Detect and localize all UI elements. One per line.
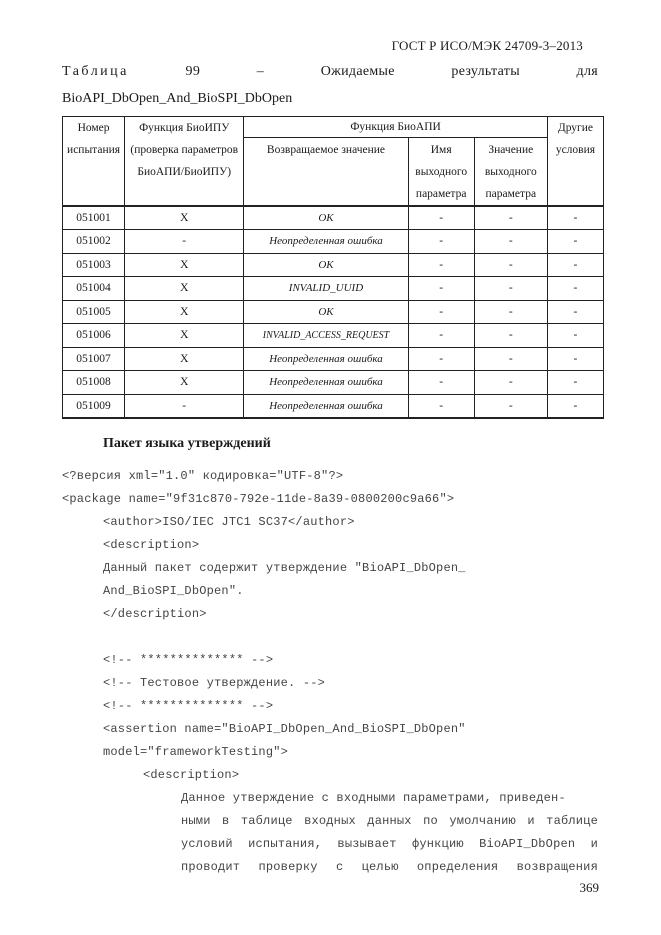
table-row [63,347,604,371]
table-row [63,206,604,230]
table-row [63,371,604,395]
header-bioapi-function: Функция БиоАПИ [244,117,548,138]
cell-test-number: 051007 [63,347,125,371]
cell-out-name: - [408,347,474,371]
caption-number: 99 [185,64,201,79]
code-line: <assertion name="BioAPI_DbOpen_And_BioSPI_DbOpen" [103,722,466,736]
code-line: Данный пакет содержит утверждение "BioAPI_DbOpen_ [103,561,466,575]
cell-other: - [547,347,603,371]
cell-bioipu: X [125,277,244,301]
code-line: model="frameworkTesting"> [103,745,289,759]
header-out-param-value: Значение выходного параметра [474,138,547,207]
cell-return-value: Неопределенная ошибка [244,371,408,395]
header-bioipu-function: Функция БиоИПУ (проверка параметров БиоАПИ/БиоИПУ) [125,117,244,207]
cell-other: - [547,371,603,395]
expected-results-table [62,116,604,419]
code-line: <description> [143,768,240,782]
cell-test-number: 051004 [63,277,125,301]
cell-return-value: OK [244,206,408,230]
cell-test-number: 051009 [63,394,125,418]
cell-return-value: Неопределенная ошибка [244,394,408,418]
cell-test-number: 051002 [63,230,125,254]
cell-bioipu: X [125,206,244,230]
caption-word: Ожидаемые [320,64,395,79]
header-out-param-name: Имя выходного параметра [408,138,474,207]
table-caption-function: BioAPI_DbOpen_And_BioSPI_DbOpen [62,91,293,106]
code-line: условий испытания, вызывает функцию BioAPI_DbOpen и [181,837,598,851]
cell-other: - [547,300,603,324]
code-line: And_BioSPI_DbOpen". [103,584,244,598]
cell-bioipu: X [125,324,244,348]
table-row [63,324,604,348]
cell-out-name: - [408,230,474,254]
caption-word: для [576,64,598,79]
section-heading: Пакет языка утверждений [103,436,271,451]
cell-out-value: - [474,347,547,371]
cell-return-value: Неопределенная ошибка [244,347,408,371]
table-caption [62,64,598,80]
cell-bioipu: X [125,300,244,324]
standard-header: ГОСТ Р ИСО/МЭК 24709-3–2013 [391,38,583,53]
cell-other: - [547,394,603,418]
cell-out-name: - [408,206,474,230]
cell-test-number: 051006 [63,324,125,348]
table-row [63,394,604,418]
code-line: <!-- ************** --> [103,699,274,713]
cell-bioipu: - [125,394,244,418]
cell-test-number: 051001 [63,206,125,230]
cell-other: - [547,206,603,230]
cell-return-value: OK [244,300,408,324]
cell-out-name: - [408,253,474,277]
cell-out-name: - [408,277,474,301]
header-other-conditions: Другие условия [547,117,603,207]
cell-bioipu: X [125,253,244,277]
table-row [63,230,604,254]
code-line: <?версия xml="1.0" кодировка="UTF-8"?> [62,469,344,483]
cell-return-value: Неопределенная ошибка [244,230,408,254]
caption-word: результаты [451,64,520,79]
header-return-value: Возвращаемое значение [244,138,408,207]
cell-out-value: - [474,277,547,301]
code-line: <author>ISO/IEC JTC1 SC37</author> [103,515,355,529]
cell-return-value: OK [244,253,408,277]
cell-return-value: INVALID_UUID [244,277,408,301]
cell-out-value: - [474,253,547,277]
cell-other: - [547,277,603,301]
cell-out-name: - [408,300,474,324]
table-row [63,300,604,324]
cell-test-number: 051008 [63,371,125,395]
cell-return-value: INVALID_ACCESS_REQUEST [244,324,408,348]
code-line: </description> [103,607,207,621]
cell-out-value: - [474,324,547,348]
cell-other: - [547,230,603,254]
cell-out-value: - [474,206,547,230]
cell-other: - [547,324,603,348]
table-row [63,277,604,301]
caption-word-table: Таблица [62,64,129,79]
code-line: проводит проверку с целью определения возвращения [181,860,598,874]
cell-test-number: 051003 [63,253,125,277]
header-test-number: Номер испытания [63,117,125,207]
cell-out-value: - [474,230,547,254]
code-line: <!-- Тестовое утверждение. --> [103,676,326,690]
caption-dash: – [256,64,265,79]
code-line: Данное утверждение с входными параметрами, приведен- [181,791,566,805]
cell-out-value: - [474,371,547,395]
code-line: <!-- ************** --> [103,653,274,667]
code-line: ными в таблице входных данных по умолчанию и таблице [181,814,598,828]
cell-bioipu: X [125,347,244,371]
cell-other: - [547,253,603,277]
page-number: 369 [579,880,599,895]
cell-out-value: - [474,300,547,324]
code-line: <package name="9f31c870-792e-11de-8a39-0800200c9a66"> [62,492,455,506]
cell-bioipu: - [125,230,244,254]
cell-out-name: - [408,371,474,395]
table-row [63,253,604,277]
code-line: <description> [103,538,200,552]
cell-out-name: - [408,394,474,418]
cell-out-name: - [408,324,474,348]
cell-test-number: 051005 [63,300,125,324]
cell-out-value: - [474,394,547,418]
cell-bioipu: X [125,371,244,395]
